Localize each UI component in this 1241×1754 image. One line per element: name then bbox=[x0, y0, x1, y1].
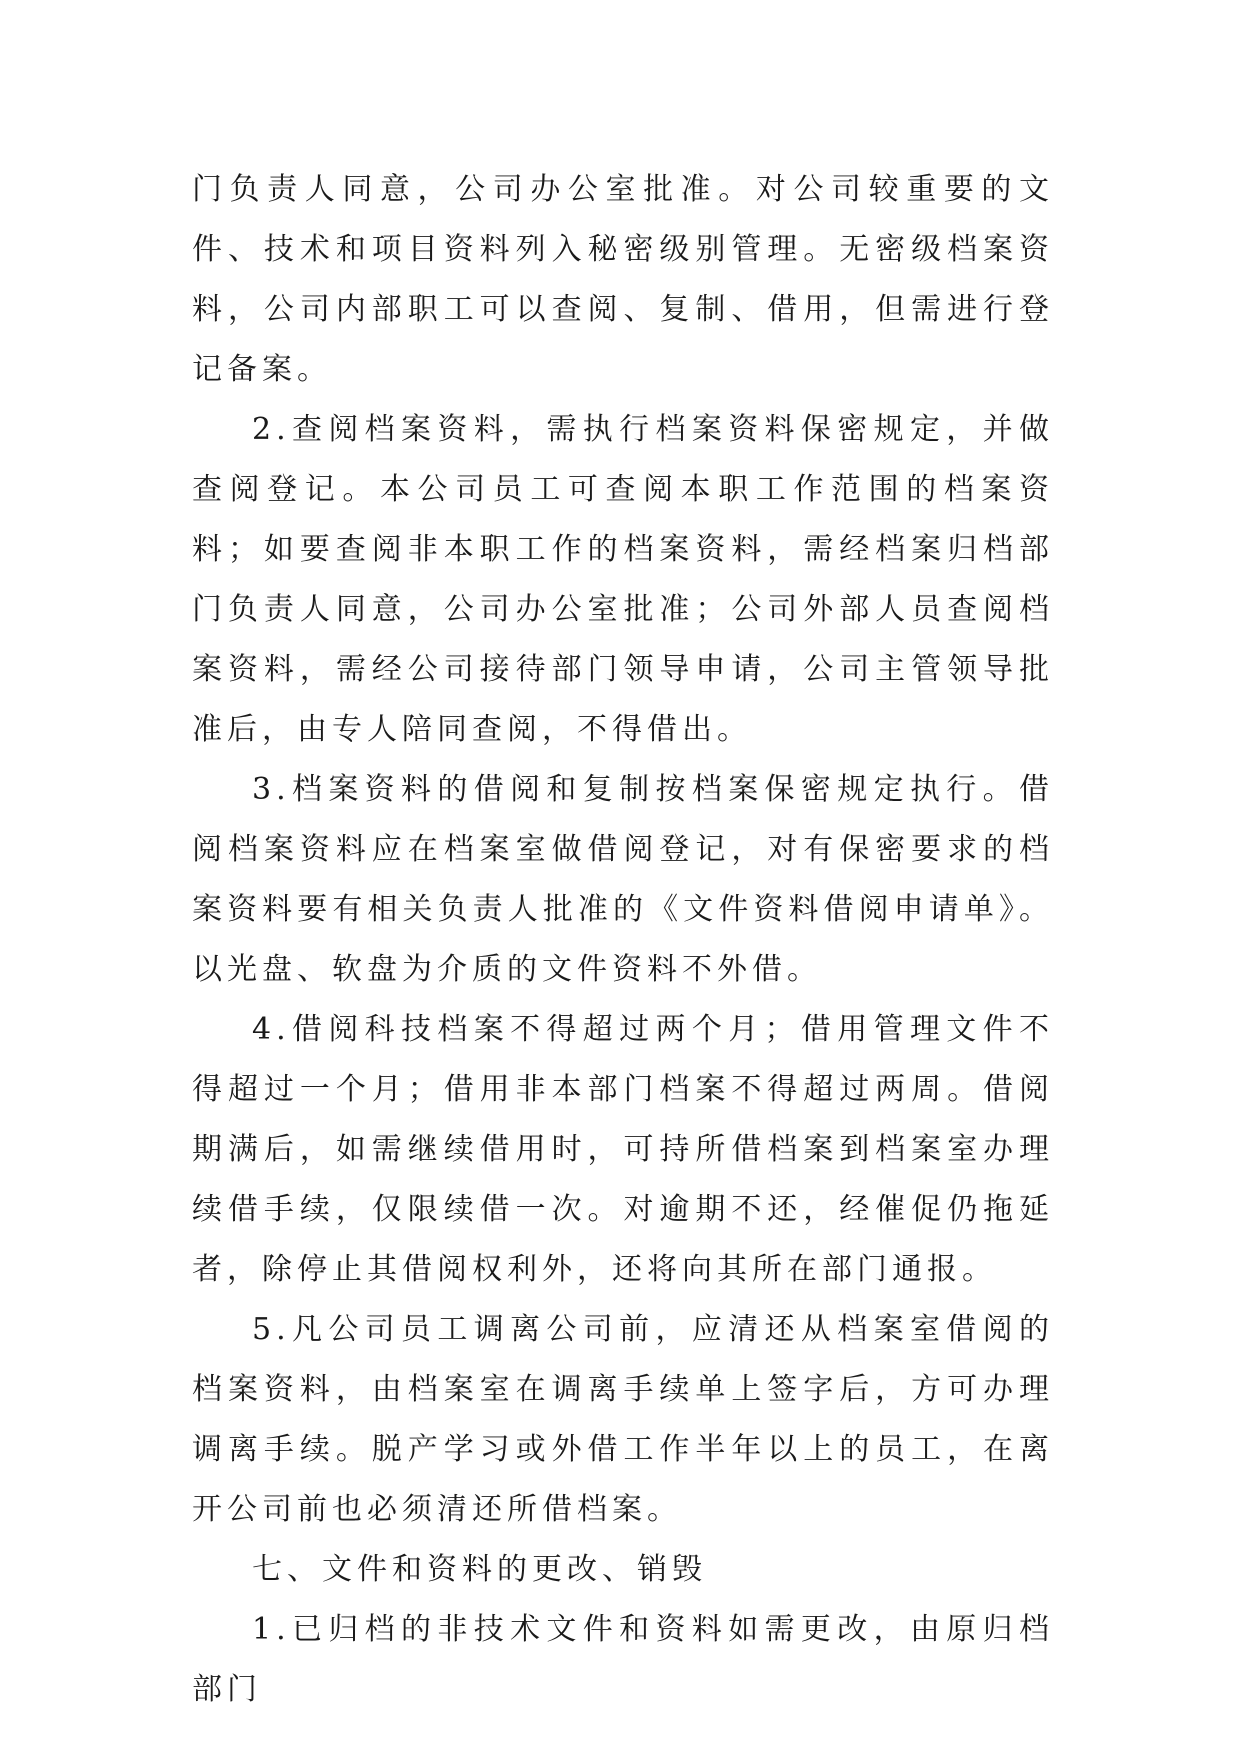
document-body bbox=[192, 160, 1054, 1720]
paragraph-item-2: 2.查阅档案资料，需执行档案资料保密规定，并做查阅登记。本公司员工可查阅本职工作范围的档案资料；如要查阅非本职工作的档案资料，需经档案归档部门负责人同意，公司办公室批准；公司外部人员查阅档案资料，需经公司接待部门领导申请，公司主管领导批准后，由专人陪同查阅，不得借出。 bbox=[192, 412, 1054, 747]
paragraph-item-5: 5.凡公司员工调离公司前，应清还从档案室借阅的档案资料，由档案室在调离手续单上签字后，方可办理调离手续。脱产学习或外借工作半年以上的员工，在离开公司前也必须清还所借档案。 bbox=[192, 1312, 1054, 1527]
paragraph-section7-item-1: 1.已归档的非技术文件和资料如需更改，由原归档部门 bbox=[192, 1612, 1054, 1707]
section-heading-7: 七、文件和资料的更改、销毁 bbox=[252, 1552, 707, 1587]
paragraph-item-4: 4.借阅科技档案不得超过两个月；借用管理文件不得超过一个月；借用非本部门档案不得超过两周。借阅期满后，如需继续借用时，可持所借档案到档案室办理续借手续，仅限续借一次。对逾期不还，经催促仍拖延者，除停止其借阅权利外，还将向其所在部门通报。 bbox=[192, 1012, 1054, 1287]
paragraph-continuation: 门负责人同意，公司办公室批准。对公司较重要的文件、技术和项目资料列入秘密级别管理。无密级档案资料，公司内部职工可以查阅、复制、借用，但需进行登记备案。 bbox=[192, 172, 1054, 387]
paragraph-item-3: 3.档案资料的借阅和复制按档案保密规定执行。借阅档案资料应在档案室做借阅登记，对有保密要求的档案资料要有相关负责人批准的《文件资料借阅申请单》。以光盘、软盘为介质的文件资料不外借。 bbox=[192, 772, 1054, 987]
